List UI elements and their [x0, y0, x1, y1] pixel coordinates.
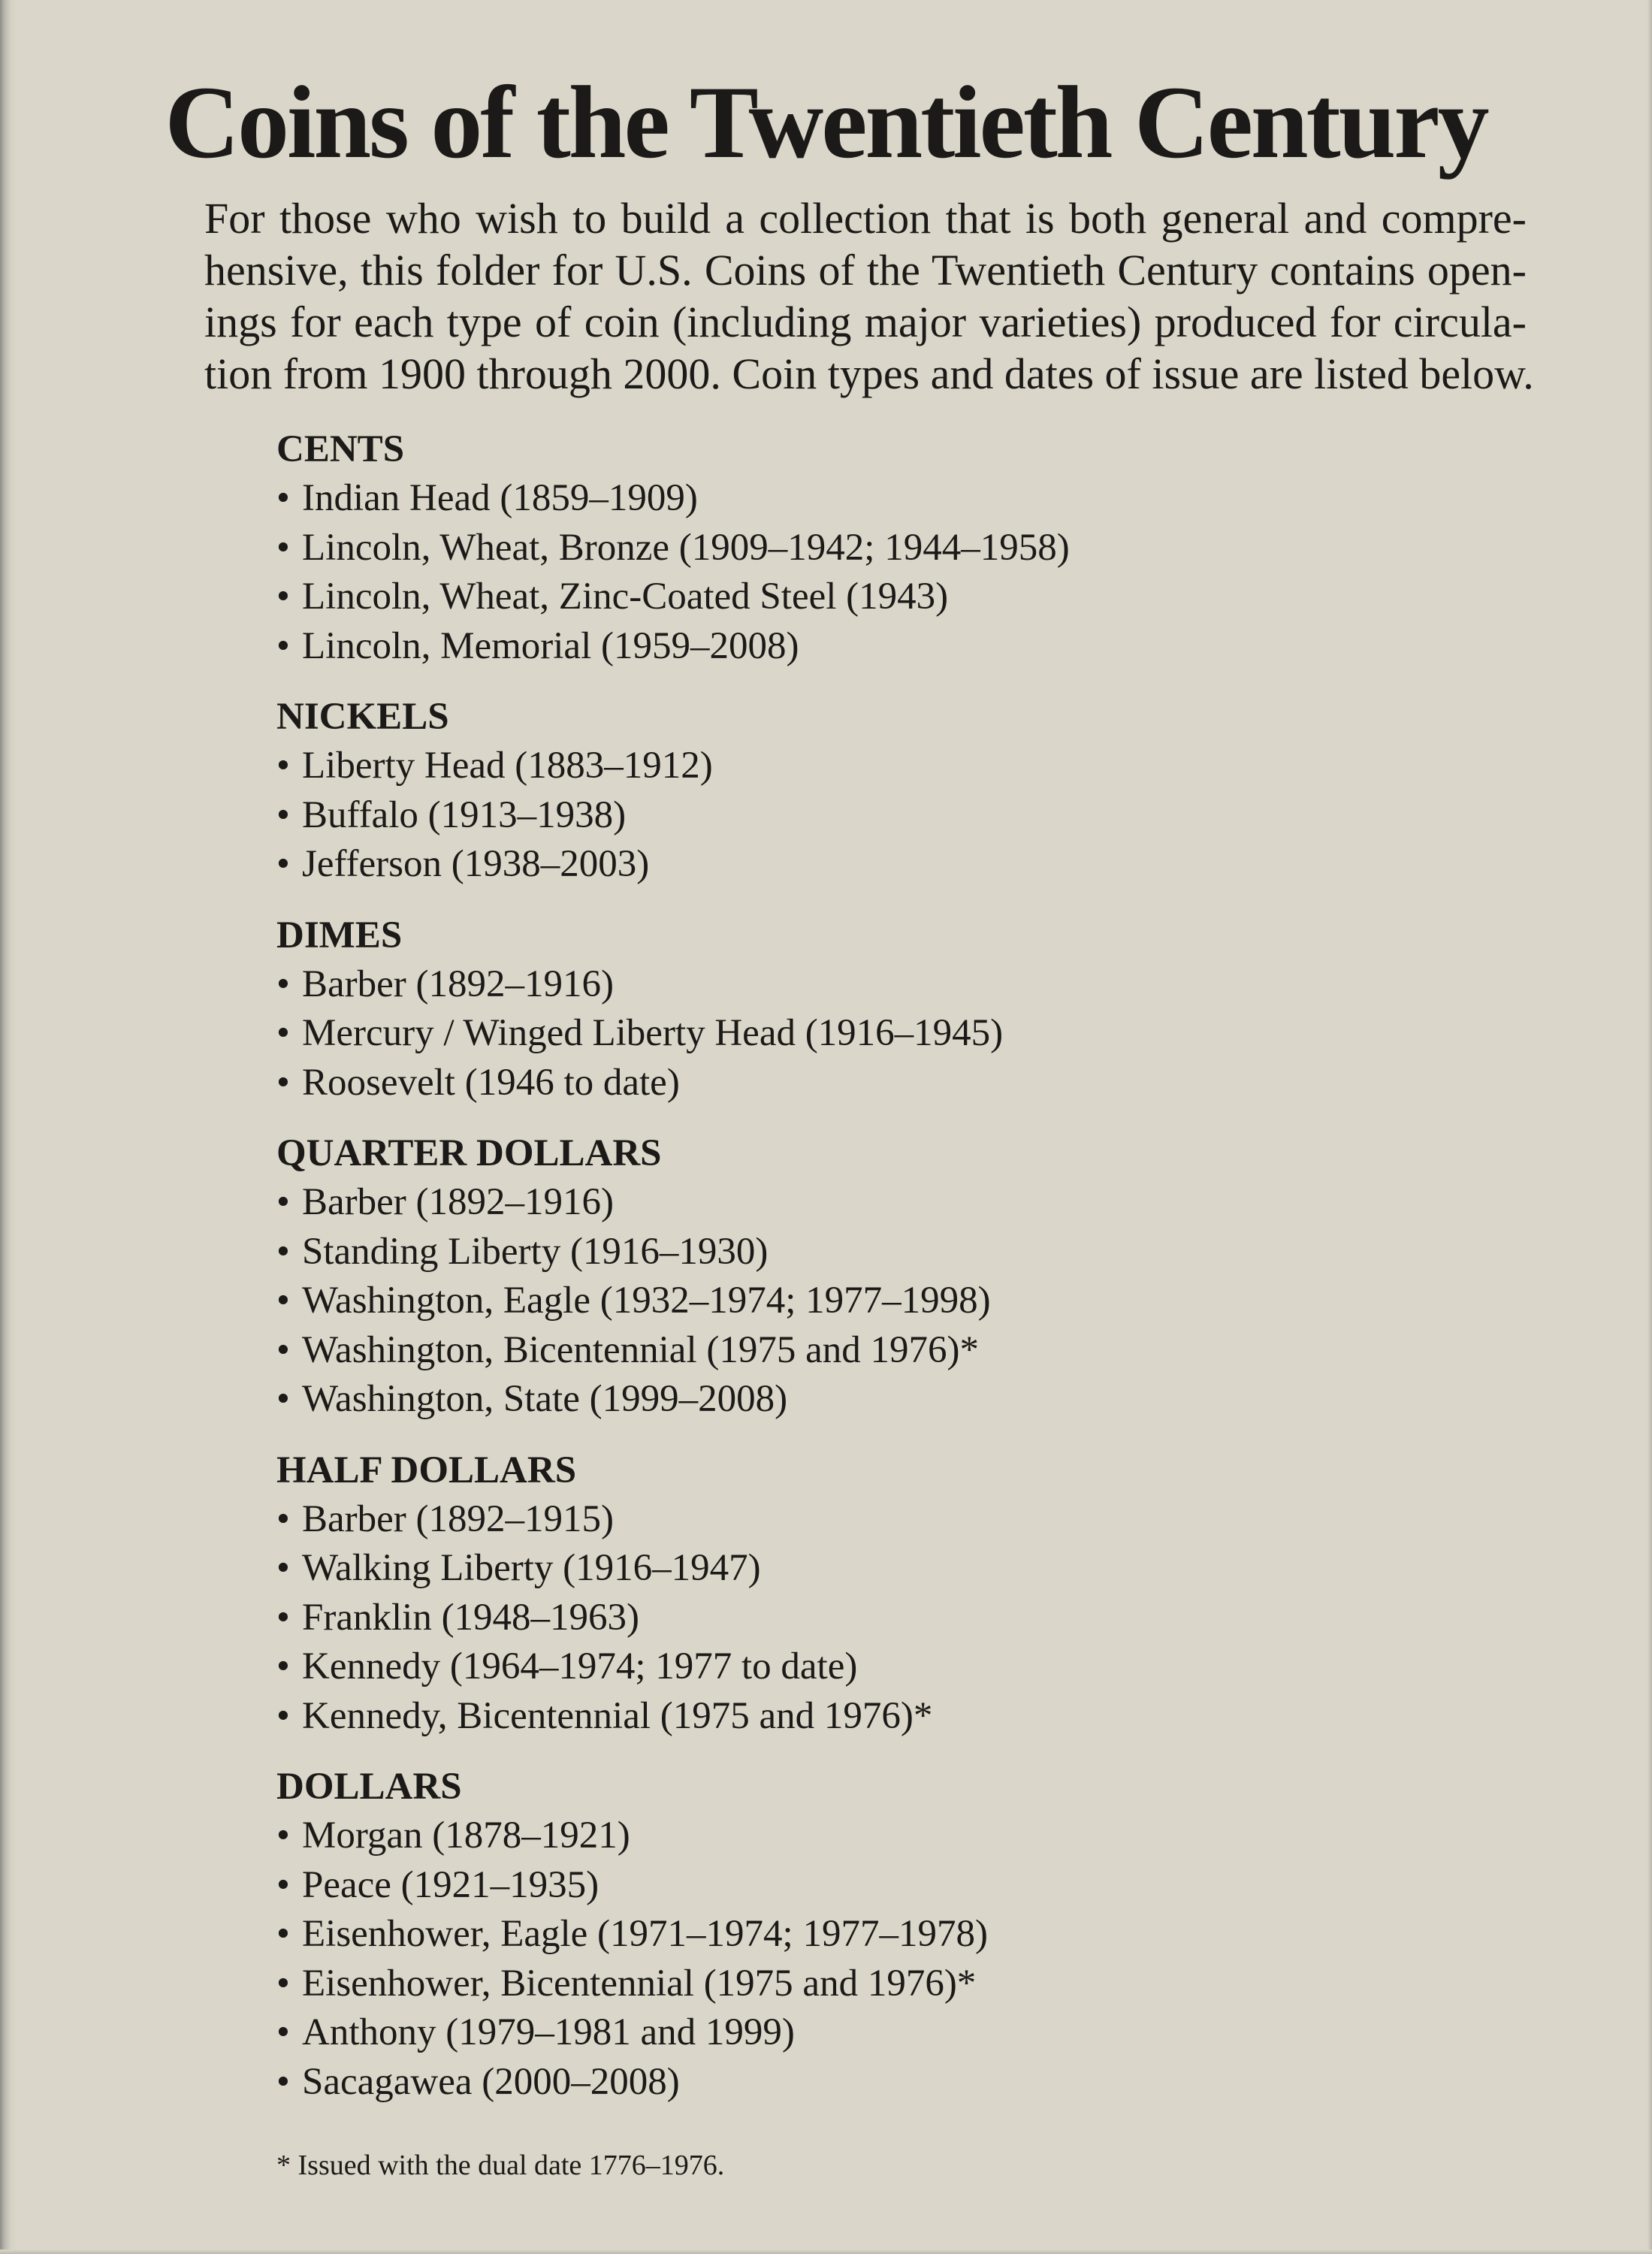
bullet: • — [276, 843, 290, 885]
bullet: • — [276, 745, 290, 787]
bullet: • — [276, 1962, 290, 2005]
list-item — [276, 2008, 1478, 2058]
section-heading: DOLLARS — [276, 1766, 462, 1808]
bullet: • — [276, 1863, 290, 1906]
list-item-text: Lincoln, Wheat, Bronze (1909–1942; 1944–1958) — [302, 526, 1070, 569]
list-item-text: Indian Head (1859–1909) — [302, 477, 698, 519]
list-item — [276, 622, 1478, 672]
bullet: • — [276, 793, 290, 836]
bullet: • — [276, 962, 290, 1005]
bullet: • — [276, 1547, 290, 1589]
list-item-text: Walking Liberty (1916–1947) — [302, 1547, 761, 1589]
bullet: • — [276, 1814, 290, 1857]
list-item-text: Eisenhower, Bicentennial (1975 and 1976)* — [302, 1962, 977, 2005]
list-item-text: Standing Liberty (1916–1930) — [302, 1230, 769, 1273]
list-item — [276, 1594, 1478, 1643]
bullet: • — [276, 1378, 290, 1420]
list-item — [276, 1692, 1478, 1742]
list-item-text: Morgan (1878–1921) — [302, 1814, 630, 1857]
list-item — [276, 1910, 1478, 1959]
list-item-text: Barber (1892–1916) — [302, 1181, 614, 1223]
list-item-text: Peace (1921–1935) — [302, 1863, 599, 1906]
list-item-text: Barber (1892–1915) — [302, 1497, 614, 1540]
list-item — [276, 742, 1478, 791]
list-item — [276, 573, 1478, 622]
list-item-text: Washington, Bicentennial (1975 and 1976)* — [302, 1328, 979, 1371]
intro-line: hensive, this folder for U.S. Coins of the Twentieth Century contains open- — [204, 246, 1527, 295]
bullet: • — [276, 1694, 290, 1737]
list-item — [276, 840, 1478, 890]
section-heading: HALF DOLLARS — [276, 1449, 577, 1491]
bullet: • — [276, 1181, 290, 1223]
list-item — [276, 791, 1478, 841]
list-item-text: Washington, State (1999–2008) — [302, 1378, 788, 1420]
bullet: • — [276, 1280, 290, 1322]
list-item-text: Washington, Eagle (1932–1974; 1977–1998) — [302, 1280, 991, 1322]
list-item — [276, 960, 1478, 1010]
page-title: Coins of the Twentieth Century — [165, 65, 1487, 180]
intro-line: tion from 1900 through 2000. Coin types and dates of issue are listed below. — [204, 349, 1534, 398]
bullet: • — [276, 1230, 290, 1273]
bullet: • — [276, 1328, 290, 1371]
section-heading: CENTS — [276, 428, 405, 470]
list-item-text: Eisenhower, Eagle (1971–1974; 1977–1978) — [302, 1913, 988, 1955]
list-item-text: Sacagawea (2000–2008) — [302, 2060, 680, 2103]
list-item-text: Kennedy, Bicentennial (1975 and 1976)* — [302, 1694, 933, 1737]
bullet: • — [276, 1596, 290, 1639]
section-dollars — [276, 1762, 1478, 2107]
intro-line: ings for each type of coin (including major varieties) produced for circula- — [204, 298, 1527, 346]
list-item-text: Lincoln, Memorial (1959–2008) — [302, 624, 799, 667]
list-item — [276, 524, 1478, 573]
section-heading: NICKELS — [276, 696, 449, 738]
coin-type-list — [276, 425, 1478, 2107]
bullet: • — [276, 1913, 290, 1955]
list-item — [276, 1009, 1478, 1059]
list-item — [276, 1326, 1478, 1376]
bullet: • — [276, 576, 290, 618]
list-item — [276, 1059, 1478, 1108]
list-item-text: Barber (1892–1916) — [302, 962, 614, 1005]
list-item — [276, 1178, 1478, 1228]
list-item — [276, 1861, 1478, 1911]
bullet: • — [276, 2060, 290, 2103]
section-half-dollars — [276, 1446, 1478, 1742]
list-item — [276, 1544, 1478, 1594]
page-bottom-edge — [0, 2249, 1652, 2254]
list-item — [276, 474, 1478, 524]
list-item — [276, 1495, 1478, 1545]
list-item-text: Liberty Head (1883–1912) — [302, 745, 713, 787]
bullet: • — [276, 1645, 290, 1687]
bullet: • — [276, 477, 290, 519]
bullet: • — [276, 2011, 290, 2053]
bullet: • — [276, 1012, 290, 1054]
list-item-text: Kennedy (1964–1974; 1977 to date) — [302, 1645, 858, 1687]
list-item-text: Roosevelt (1946 to date) — [302, 1061, 680, 1104]
bullet: • — [276, 1497, 290, 1540]
footnote: * Issued with the dual date 1776–1976. — [276, 2150, 725, 2181]
list-item — [276, 1959, 1478, 2009]
list-item-text: Jefferson (1938–2003) — [302, 843, 650, 885]
list-item — [276, 1277, 1478, 1326]
list-item-text: Lincoln, Wheat, Zinc-Coated Steel (1943) — [302, 576, 949, 618]
section-dimes — [276, 911, 1478, 1108]
list-item-text: Mercury / Winged Liberty Head (1916–1945) — [302, 1012, 1004, 1054]
page-left-edge — [0, 0, 17, 2254]
list-item — [276, 1228, 1478, 1277]
bullet: • — [276, 526, 290, 569]
section-cents — [276, 425, 1478, 671]
section-heading: DIMES — [276, 914, 403, 956]
intro-line: For those who wish to build a collection that is both general and compre- — [204, 194, 1527, 243]
list-item-text: Buffalo (1913–1938) — [302, 793, 627, 836]
section-nickels — [276, 692, 1478, 890]
intro-paragraph — [204, 192, 1534, 400]
section-heading: QUARTER DOLLARS — [276, 1132, 662, 1174]
section-quarter-dollars — [276, 1129, 1478, 1425]
page-right-edge — [1647, 0, 1652, 2254]
bullet: • — [276, 1061, 290, 1104]
bullet: • — [276, 624, 290, 667]
list-item — [276, 1642, 1478, 1692]
list-item-text: Franklin (1948–1963) — [302, 1596, 640, 1639]
list-item — [276, 1375, 1478, 1425]
list-item — [276, 1811, 1478, 1861]
list-item-text: Anthony (1979–1981 and 1999) — [302, 2011, 795, 2053]
list-item — [276, 2058, 1478, 2107]
